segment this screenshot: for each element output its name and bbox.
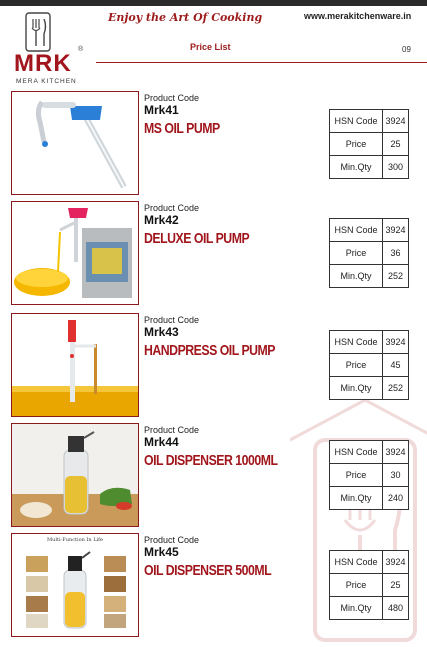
brand-name: MRK: [14, 50, 72, 77]
product-photo: [11, 423, 139, 527]
product-name: OIL DISPENSER 1000ML: [144, 452, 278, 469]
section-title: Price List: [190, 42, 231, 52]
spec-row: [330, 574, 409, 597]
spec-row: [330, 464, 409, 487]
spec-label: HSN Code: [330, 219, 383, 242]
spec-row: [330, 487, 409, 510]
spec-row: [330, 331, 409, 354]
product-row: [0, 423, 427, 529]
product-photo: [11, 201, 139, 305]
spec-table: [329, 109, 409, 179]
spec-value: 25: [383, 133, 409, 156]
product-code-label: Product Code: [144, 203, 200, 213]
spec-row: [330, 219, 409, 242]
product-code: Mrk42: [144, 213, 179, 227]
product-code-label: Product Code: [144, 425, 200, 435]
spec-table: [329, 218, 409, 288]
spec-label: Price: [330, 354, 383, 377]
spec-label: Min.Qty: [330, 377, 383, 400]
spec-label: Price: [330, 133, 383, 156]
tagline: Enjoy the Art Of Cooking: [108, 11, 263, 24]
product-name: HANDPRESS OIL PUMP: [144, 342, 276, 359]
deluxe-pump-icon: [12, 202, 138, 304]
spec-label: HSN Code: [330, 551, 383, 574]
spec-value: 3924: [383, 110, 409, 133]
spec-value: 3924: [383, 219, 409, 242]
spec-row: [330, 133, 409, 156]
header-divider: [96, 62, 427, 63]
product-name: MS OIL PUMP: [144, 120, 220, 137]
spec-label: Min.Qty: [330, 487, 383, 510]
spec-value: 252: [383, 377, 409, 400]
spec-row: [330, 551, 409, 574]
product-photo: [11, 313, 139, 417]
brand-subtitle: MERA KITCHEN: [16, 78, 77, 85]
spec-label: HSN Code: [330, 441, 383, 464]
product-code: Mrk44: [144, 435, 179, 449]
spec-value: 240: [383, 487, 409, 510]
product-name: OIL DISPENSER 500ML: [144, 562, 272, 579]
spec-label: Price: [330, 242, 383, 265]
spec-label: Min.Qty: [330, 597, 383, 620]
spec-row: [330, 156, 409, 179]
spec-row: [330, 377, 409, 400]
top-bar: [0, 0, 427, 6]
image-caption: Multi-Function In Life: [47, 537, 103, 543]
product-code-label: Product Code: [144, 315, 200, 325]
spec-label: HSN Code: [330, 331, 383, 354]
spec-table: [329, 550, 409, 620]
spec-row: [330, 597, 409, 620]
product-name: DELUXE OIL PUMP: [144, 230, 250, 247]
product-code: Mrk45: [144, 545, 179, 559]
spec-label: Price: [330, 574, 383, 597]
spec-row: [330, 110, 409, 133]
spec-row: [330, 354, 409, 377]
product-code-label: Product Code: [144, 535, 200, 545]
spec-value: 3924: [383, 331, 409, 354]
spec-value: 45: [383, 354, 409, 377]
spec-value: 252: [383, 265, 409, 288]
product-code: Mrk41: [144, 103, 179, 117]
oil-dispenser-icon: [12, 424, 138, 526]
mrk-logo: [14, 12, 86, 94]
registered-mark: ®: [78, 46, 84, 53]
spec-value: 36: [383, 242, 409, 265]
product-row: [0, 201, 427, 307]
handpress-pump-icon: [12, 314, 138, 416]
spec-value: 480: [383, 597, 409, 620]
oil-pump-icon: [12, 92, 138, 194]
spec-value: 3924: [383, 551, 409, 574]
spec-value: 30: [383, 464, 409, 487]
spec-value: 3924: [383, 441, 409, 464]
product-photo: [11, 91, 139, 195]
oil-dispenser-small-icon: [12, 534, 138, 636]
spec-label: HSN Code: [330, 110, 383, 133]
spec-label: Price: [330, 464, 383, 487]
product-code-label: Product Code: [144, 93, 200, 103]
product-code: Mrk43: [144, 325, 179, 339]
spec-table: [329, 330, 409, 400]
spec-row: [330, 242, 409, 265]
product-row: [0, 533, 427, 639]
page-number: 09: [402, 45, 411, 54]
spec-value: 25: [383, 574, 409, 597]
product-row: [0, 91, 427, 197]
spec-table: [329, 440, 409, 510]
website-link[interactable]: www.merakitchenware.in: [304, 11, 412, 21]
spec-label: Min.Qty: [330, 156, 383, 179]
product-photo: [11, 533, 139, 637]
spec-row: [330, 441, 409, 464]
spec-value: 300: [383, 156, 409, 179]
product-row: [0, 313, 427, 419]
spec-row: [330, 265, 409, 288]
spec-label: Min.Qty: [330, 265, 383, 288]
